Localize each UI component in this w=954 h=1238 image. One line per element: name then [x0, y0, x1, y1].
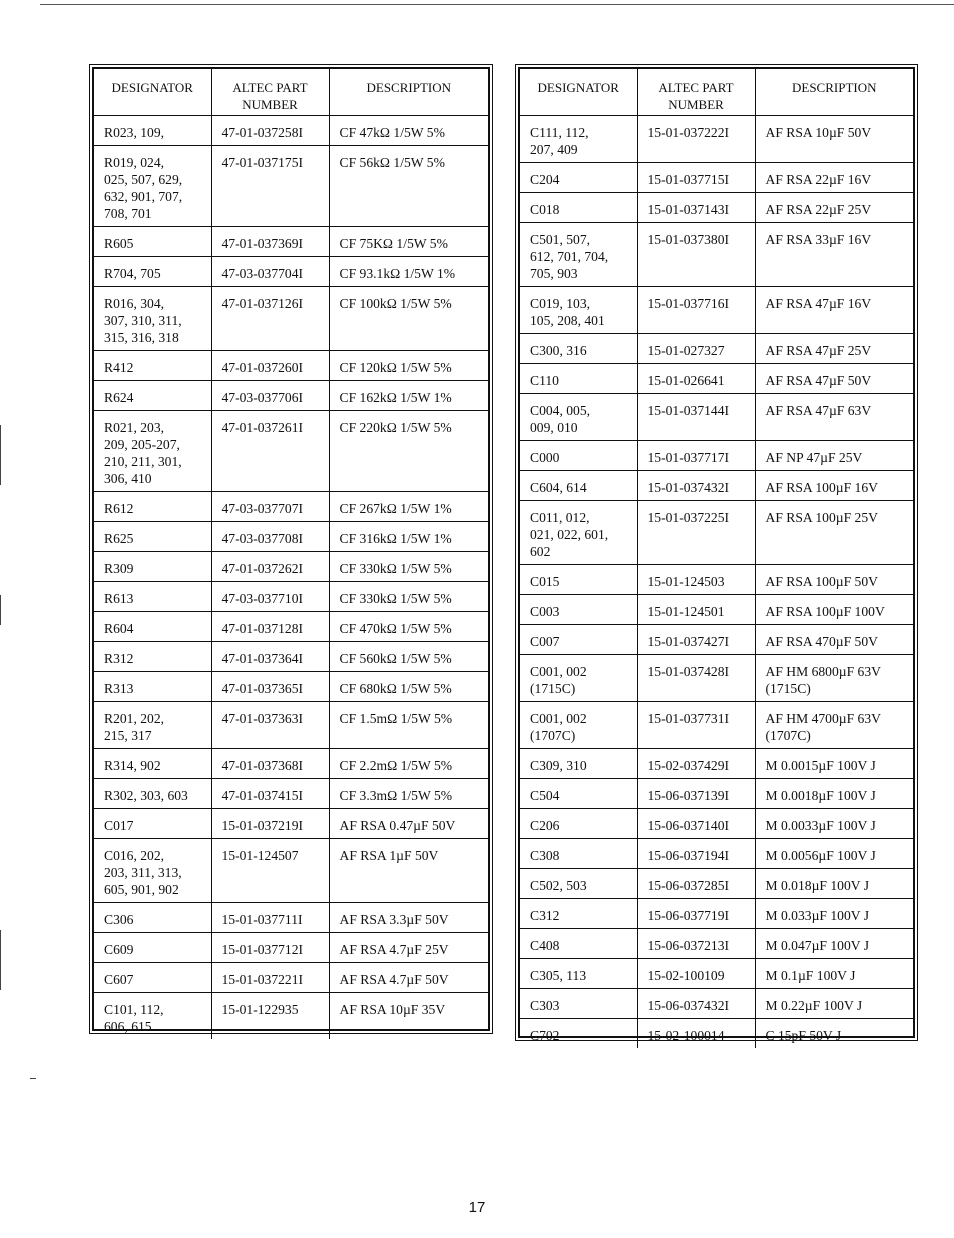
part-number-cell: 47-03-037706I	[211, 381, 329, 411]
table-row	[94, 779, 488, 809]
table-row	[520, 989, 913, 1019]
description-cell: CF 56kΩ 1/5W 5%	[329, 146, 488, 227]
description-cell: AF HM 4700µF 63V (1707C)	[755, 702, 913, 749]
description-cell: C 15pF 50V J	[755, 1019, 913, 1049]
part-number-cell: 15-06-037139I	[637, 779, 755, 809]
header-description: DESCRIPTION	[329, 69, 488, 116]
designator-cell: C001, 002 (1707C)	[520, 702, 637, 749]
part-number-cell: 47-01-037364I	[211, 642, 329, 672]
description-cell: AF RSA 22µF 16V	[755, 163, 913, 193]
description-cell: CF 316kΩ 1/5W 1%	[329, 522, 488, 552]
description-cell: AF RSA 100µF 16V	[755, 471, 913, 501]
table-row	[520, 223, 913, 287]
table-row	[94, 287, 488, 351]
header-part-number: ALTEC PART NUMBER	[211, 69, 329, 116]
table-row	[94, 492, 488, 522]
part-number-cell: 15-01-037432I	[637, 471, 755, 501]
designator-cell: R604	[94, 612, 211, 642]
table-row	[94, 582, 488, 612]
part-number-cell: 47-01-037363I	[211, 702, 329, 749]
designator-cell: C003	[520, 595, 637, 625]
part-number-cell: 47-01-037261I	[211, 411, 329, 492]
table-row	[94, 993, 488, 1040]
designator-cell: C502, 503	[520, 869, 637, 899]
table-row	[94, 522, 488, 552]
description-cell: CF 75KΩ 1/5W 5%	[329, 227, 488, 257]
designator-cell: C306	[94, 903, 211, 933]
table-row	[520, 702, 913, 749]
table-row	[94, 809, 488, 839]
table-row	[94, 839, 488, 903]
designator-cell: C604, 614	[520, 471, 637, 501]
designator-cell: C007	[520, 625, 637, 655]
description-cell: AF RSA 33µF 16V	[755, 223, 913, 287]
table-row	[94, 963, 488, 993]
part-number-cell: 47-01-037258I	[211, 116, 329, 146]
part-number-cell: 15-01-124507	[211, 839, 329, 903]
description-cell: M 0.0056µF 100V J	[755, 839, 913, 869]
part-number-cell: 15-06-037719I	[637, 899, 755, 929]
part-number-cell: 15-01-037717I	[637, 441, 755, 471]
table-row	[94, 116, 488, 146]
description-cell: AF RSA 4.7µF 50V	[329, 963, 488, 993]
part-number-cell: 15-02-037429I	[637, 749, 755, 779]
designator-cell: C305, 113	[520, 959, 637, 989]
description-cell: AF RSA 47µF 50V	[755, 364, 913, 394]
designator-cell: R023, 109,	[104, 125, 165, 140]
designator-cell: R625	[94, 522, 211, 552]
part-number-cell: 15-06-037140I	[637, 809, 755, 839]
description-cell: AF RSA 100µF 100V	[755, 595, 913, 625]
page-number: 17	[468, 1199, 486, 1216]
margin-mark	[30, 1078, 36, 1079]
table-row	[94, 702, 488, 749]
margin-mark	[0, 425, 1, 485]
table-row	[94, 257, 488, 287]
header-designator: DESIGNATOR	[520, 69, 637, 116]
part-number-cell: 15-01-037143I	[637, 193, 755, 223]
designator-cell: R312	[94, 642, 211, 672]
description-cell: CF 330kΩ 1/5W 5%	[329, 582, 488, 612]
part-number-cell: 47-01-037126I	[211, 287, 329, 351]
part-number-cell: 15-01-124503	[637, 565, 755, 595]
part-number-cell: 15-01-037144I	[637, 394, 755, 441]
description-cell: M 0.0018µF 100V J	[755, 779, 913, 809]
description-cell: M 0.0015µF 100V J	[755, 749, 913, 779]
part-number-cell: 15-01-037428I	[637, 655, 755, 702]
table-row	[520, 869, 913, 899]
part-number-cell: 15-01-037716I	[637, 287, 755, 334]
designator-cell: R016, 304, 307, 310, 311, 315, 316, 318	[94, 287, 211, 351]
part-number-cell: 47-01-037368I	[211, 749, 329, 779]
part-number-cell: 15-01-124501	[637, 595, 755, 625]
description-cell: M 0.033µF 100V J	[755, 899, 913, 929]
table-row	[520, 471, 913, 501]
margin-mark	[0, 930, 1, 990]
description-cell: AF RSA 3.3µF 50V	[329, 903, 488, 933]
part-number-cell: 47-01-037175I	[211, 146, 329, 227]
table-row	[520, 779, 913, 809]
parts-table-right-frame	[515, 64, 918, 1041]
description-cell: AF RSA 10µF 35V	[329, 993, 488, 1040]
designator-cell: C001, 002 (1715C)	[520, 655, 637, 702]
part-number-cell: 47-01-037369I	[211, 227, 329, 257]
table-row	[520, 334, 913, 364]
description-cell: CF 120kΩ 1/5W 5%	[329, 351, 488, 381]
part-number-cell: 15-01-122935	[211, 993, 329, 1040]
designator-cell: R613	[94, 582, 211, 612]
designator-cell: C016, 202, 203, 311, 313, 605, 901, 902	[94, 839, 211, 903]
part-number-cell: 15-01-026641	[637, 364, 755, 394]
designator-cell: R302, 303, 603	[94, 779, 211, 809]
table-row	[520, 116, 913, 163]
description-cell: CF 100kΩ 1/5W 5%	[329, 287, 488, 351]
description-cell: AF RSA 0.47µF 50V	[329, 809, 488, 839]
description-cell: M 0.22µF 100V J	[755, 989, 913, 1019]
designator-cell: C609	[94, 933, 211, 963]
designator-cell: C111, 112, 207, 409	[530, 125, 589, 157]
part-number-cell: 15-06-037432I	[637, 989, 755, 1019]
table-row	[94, 933, 488, 963]
designator-cell: R605	[94, 227, 211, 257]
description-cell: AF HM 6800µF 63V (1715C)	[755, 655, 913, 702]
table-row	[520, 899, 913, 929]
part-number-cell: 15-06-037285I	[637, 869, 755, 899]
designator-cell: C204	[520, 163, 637, 193]
table-row	[520, 394, 913, 441]
designator-cell: C017	[94, 809, 211, 839]
designator-cell: C702	[520, 1019, 637, 1049]
table-row	[520, 193, 913, 223]
table-row	[520, 959, 913, 989]
table-row	[94, 552, 488, 582]
table-header-row	[94, 69, 488, 116]
part-number-cell: 47-01-037415I	[211, 779, 329, 809]
table-row	[94, 411, 488, 492]
description-cell: AF RSA 4.7µF 25V	[329, 933, 488, 963]
designator-cell: R019, 024, 025, 507, 629, 632, 901, 707, 708, 701	[94, 146, 211, 227]
description-cell: AF NP 47µF 25V	[755, 441, 913, 471]
part-number-cell: 47-01-037262I	[211, 552, 329, 582]
description-cell: CF 560kΩ 1/5W 5%	[329, 642, 488, 672]
parts-table-right	[520, 69, 913, 1048]
description-cell: CF 220kΩ 1/5W 5%	[329, 411, 488, 492]
description-cell: CF 267kΩ 1/5W 1%	[329, 492, 488, 522]
designator-cell: C309, 310	[520, 749, 637, 779]
designator-cell: C504	[520, 779, 637, 809]
description-cell: M 0.018µF 100V J	[755, 869, 913, 899]
description-cell: M 0.047µF 100V J	[755, 929, 913, 959]
parts-table-left-frame	[89, 64, 493, 1034]
header-part-number: ALTEC PART NUMBER	[637, 69, 755, 116]
part-number-cell: 47-03-037710I	[211, 582, 329, 612]
designator-cell: C206	[520, 809, 637, 839]
table-row	[94, 227, 488, 257]
description-cell: CF 2.2mΩ 1/5W 5%	[329, 749, 488, 779]
designator-cell: C015	[520, 565, 637, 595]
designator-cell: C110	[520, 364, 637, 394]
description-cell: AF RSA 22µF 25V	[755, 193, 913, 223]
description-cell: AF RSA 47µF 16V	[755, 287, 913, 334]
table-header-row	[520, 69, 913, 116]
part-number-cell: 15-01-037380I	[637, 223, 755, 287]
table-row	[520, 625, 913, 655]
description-cell: CF 47kΩ 1/5W 5%	[329, 116, 488, 146]
part-number-cell: 15-06-037213I	[637, 929, 755, 959]
table-row	[94, 612, 488, 642]
margin-mark	[0, 595, 1, 625]
designator-cell: R309	[94, 552, 211, 582]
designator-cell: C000	[520, 441, 637, 471]
table-row	[520, 655, 913, 702]
part-number-cell: 15-01-037712I	[211, 933, 329, 963]
part-number-cell: 15-01-037731I	[637, 702, 755, 749]
designator-cell: R624	[94, 381, 211, 411]
header-designator: DESIGNATOR	[94, 69, 211, 116]
designator-cell: R412	[94, 351, 211, 381]
description-cell: CF 162kΩ 1/5W 1%	[329, 381, 488, 411]
table-row	[520, 565, 913, 595]
part-number-cell: 15-01-037715I	[637, 163, 755, 193]
description-cell: AF RSA 100µF 50V	[755, 565, 913, 595]
description-cell: M 0.0033µF 100V J	[755, 809, 913, 839]
designator-cell: C312	[520, 899, 637, 929]
part-number-cell: 15-01-027327	[637, 334, 755, 364]
description-cell: M 0.1µF 100V J	[755, 959, 913, 989]
description-cell: AF RSA 1µF 50V	[329, 839, 488, 903]
designator-cell: C019, 103, 105, 208, 401	[520, 287, 637, 334]
table-row	[94, 146, 488, 227]
description-cell: AF RSA 10µF 50V	[755, 116, 913, 163]
part-number-cell: 15-01-037711I	[211, 903, 329, 933]
designator-cell: R021, 203, 209, 205-207, 210, 211, 301, 306, 410	[94, 411, 211, 492]
description-cell: AF RSA 470µF 50V	[755, 625, 913, 655]
description-cell: CF 470kΩ 1/5W 5%	[329, 612, 488, 642]
table-row	[520, 809, 913, 839]
designator-cell: R201, 202, 215, 317	[94, 702, 211, 749]
designator-cell: C303	[520, 989, 637, 1019]
table-row	[520, 163, 913, 193]
designator-cell: C607	[94, 963, 211, 993]
part-number-cell: 15-01-037221I	[211, 963, 329, 993]
table-row	[520, 441, 913, 471]
designator-cell: R704, 705	[94, 257, 211, 287]
part-number-cell: 47-03-037704I	[211, 257, 329, 287]
part-number-cell: 15-01-037219I	[211, 809, 329, 839]
description-cell: CF 3.3mΩ 1/5W 5%	[329, 779, 488, 809]
designator-cell: C101, 112, 606, 615	[94, 993, 211, 1040]
table-row	[94, 351, 488, 381]
part-number-cell: 15-06-037194I	[637, 839, 755, 869]
description-cell: CF 680kΩ 1/5W 5%	[329, 672, 488, 702]
description-cell: CF 1.5mΩ 1/5W 5%	[329, 702, 488, 749]
parts-table-left	[94, 69, 488, 1039]
description-cell: AF RSA 47µF 63V	[755, 394, 913, 441]
table-row	[94, 381, 488, 411]
designator-cell: R612	[94, 492, 211, 522]
part-number-cell: 15-01-037427I	[637, 625, 755, 655]
part-number-cell: 15-02-100014	[637, 1019, 755, 1049]
part-number-cell: 47-03-037707I	[211, 492, 329, 522]
designator-cell: C018	[520, 193, 637, 223]
designator-cell: C011, 012, 021, 022, 601, 602	[520, 501, 637, 565]
table-row	[94, 672, 488, 702]
table-row	[520, 287, 913, 334]
table-row	[520, 364, 913, 394]
designator-cell: R314, 902	[94, 749, 211, 779]
designator-cell: C300, 316	[520, 334, 637, 364]
part-number-cell: 47-03-037708I	[211, 522, 329, 552]
part-number-cell: 47-01-037365I	[211, 672, 329, 702]
table-row	[94, 749, 488, 779]
part-number-cell: 15-01-037222I	[637, 116, 755, 163]
designator-cell: C308	[520, 839, 637, 869]
designator-cell: R313	[94, 672, 211, 702]
table-row	[520, 595, 913, 625]
header-description: DESCRIPTION	[755, 69, 913, 116]
table-row	[520, 839, 913, 869]
table-row	[94, 903, 488, 933]
description-cell: CF 93.1kΩ 1/5W 1%	[329, 257, 488, 287]
designator-cell: C408	[520, 929, 637, 959]
part-number-cell: 47-01-037260I	[211, 351, 329, 381]
designator-cell: C004, 005, 009, 010	[520, 394, 637, 441]
part-number-cell: 15-01-037225I	[637, 501, 755, 565]
top-rule	[40, 4, 954, 5]
table-row	[520, 929, 913, 959]
table-row	[94, 642, 488, 672]
part-number-cell: 47-01-037128I	[211, 612, 329, 642]
designator-cell: C501, 507, 612, 701, 704, 705, 903	[520, 223, 637, 287]
description-cell: CF 330kΩ 1/5W 5%	[329, 552, 488, 582]
table-row	[520, 749, 913, 779]
part-number-cell: 15-02-100109	[637, 959, 755, 989]
description-cell: AF RSA 100µF 25V	[755, 501, 913, 565]
table-row	[520, 1019, 913, 1049]
description-cell: AF RSA 47µF 25V	[755, 334, 913, 364]
table-row	[520, 501, 913, 565]
